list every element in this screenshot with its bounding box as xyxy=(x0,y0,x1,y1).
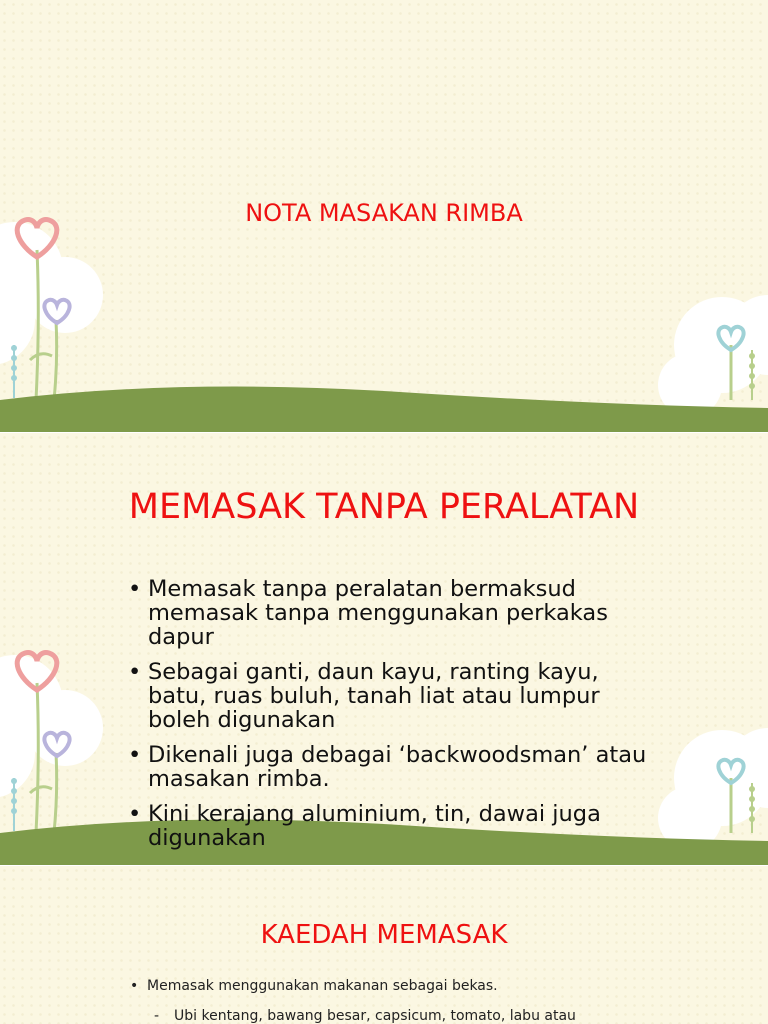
bullet-item: • Sebagai ganti, daun kayu, ranting kayu, batu, ruas buluh, tanah liat atau lumpur boleh digunakan xyxy=(128,660,648,732)
bullet-list xyxy=(130,976,730,1024)
slide-title-text: NOTA MASAKAN RIMBA xyxy=(245,199,523,227)
slide-title xyxy=(0,0,768,432)
sub-bullet-item: - Ubi kentang, bawang besar, capsicum, tomato, labu atau xyxy=(130,1006,730,1024)
bullet-item: • Memasak menggunakan makanan sebagai bekas. xyxy=(130,976,730,996)
bullet-list xyxy=(128,577,648,861)
slide-heading: MEMASAK TANPA PERALATAN xyxy=(128,487,640,527)
grass-hill-icon xyxy=(0,387,768,432)
bullet-item: • Kini kerajang aluminium, tin, dawai juga digunakan xyxy=(128,802,648,850)
bullet-item: • Dikenali juga debagai ‘backwoodsman’ atau masakan rimba. xyxy=(128,743,648,791)
heart-flower-icon xyxy=(11,220,755,400)
cloud-icon xyxy=(0,222,768,417)
slide-memasak-tanpa-peralatan xyxy=(0,433,768,865)
slide-kaedah-memasak xyxy=(0,866,768,1024)
slide-heading: KAEDAH MEMASAK xyxy=(260,920,508,950)
bullet-item: • Memasak tanpa peralatan bermaksud memasak tanpa menggunakan perkakas dapur xyxy=(128,577,648,649)
